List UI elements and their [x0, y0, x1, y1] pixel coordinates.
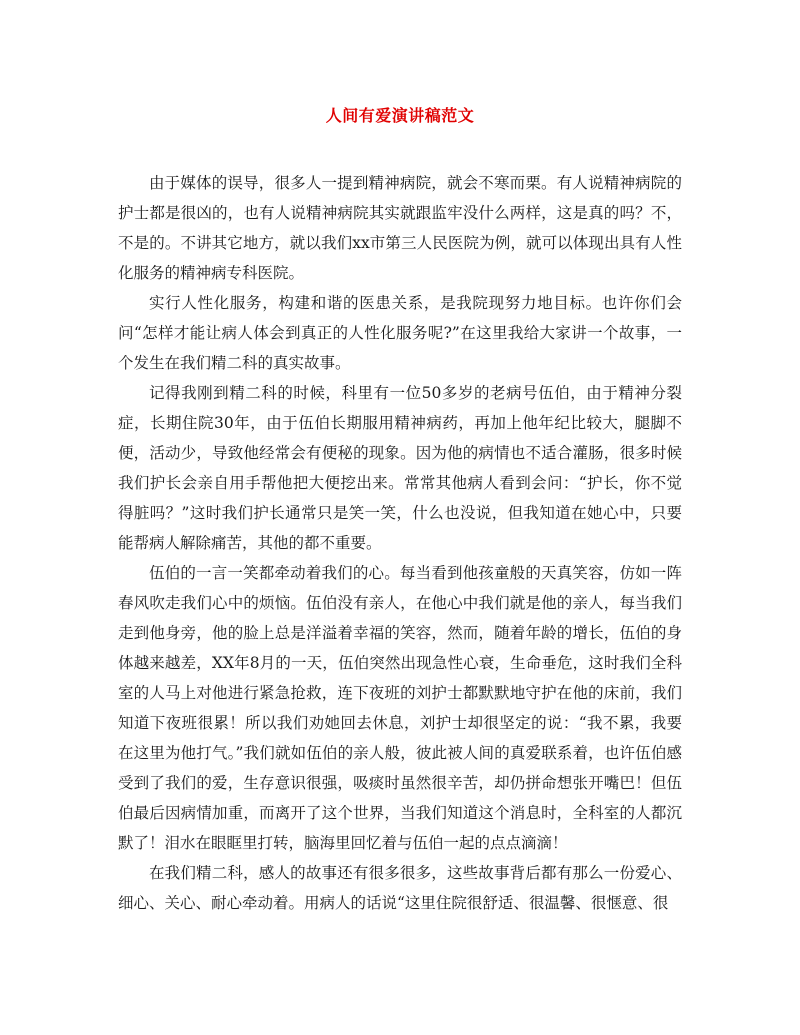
paragraph-4: 伍伯的一言一笑都牵动着我们的心。每当看到他孩童般的天真笑容，仿如一阵春风吹走我们心中的烦恼。伍伯没有亲人，在他心中我们就是他的亲人，每当我们走到他身旁，他的脸上总是洋溢着幸福的笑容，然而，随着年龄的增长，伍伯的身体越来越差，XX年8月的一天，伍伯突然出现急性心衰，生命垂危，这时我们全科室的人马上对他进行紧急抢救，连下夜班的刘护士都默默地守护在他的床前，我们知道下夜班很累！所以我们劝她回去休息，刘护士却很坚定的说：“我不累，我要在这里为他打气。”我们就如伍伯的亲人般，彼此被人间的真爱联系着，也许伍伯感受到了我们的爱，生存意识很强，吸痰时虽然很辛苦，却仍拼命想张开嘴巴！但伍伯最后因病情加重，而离开了这个世界，当我们知道这个消息时，全科室的人都沉默了！泪水在眼眶里打转，脑海里回忆着与伍伯一起的点点滴滴！: [118, 564, 682, 852]
paragraph-3: 记得我刚到精二科的时候，科里有一位50多岁的老病号伍伯，由于精神分裂症，长期住院30年，由于伍伯长期服用精神病药，再加上他年纪比较大，腿脚不便，活动少，导致他经常会有便秘的现象。因为他的病情也不适合灌肠，很多时候我们护长会亲自用手帮他把大便挖出来。常常其他病人看到会问：“护长，你不觉得脏吗？”这时我们护长通常只是笑一笑，什么也没说，但我知道在她心中，只要能帮病人解除痛苦，其他的都不重要。: [118, 384, 682, 552]
page-title: 人间有爱演讲稿范文: [325, 106, 475, 125]
paragraph-5: 在我们精二科，感人的故事还有很多很多，这些故事背后都有那么一份爱心、细心、关心、耐心牵动着。用病人的话说“这里住院很舒适、很温馨、很惬意、很: [118, 864, 682, 912]
document-body: [118, 168, 682, 918]
paragraph-2: 实行人性化服务，构建和谐的医患关系，是我院现努力地目标。也许你们会问“怎样才能让病人体会到真正的人性化服务呢?”在这里我给大家讲一个故事，一个发生在我们精二科的真实故事。: [118, 294, 682, 372]
paragraph-1: 由于媒体的误导，很多人一提到精神病院，就会不寒而栗。有人说精神病院的护士都是很凶的，也有人说精神病院其实就跟监牢没什么两样，这是真的吗？不，不是的。不讲其它地方，就以我们xx市第三人民医院为例，就可以体现出具有人性化服务的精神病专科医院。: [118, 174, 682, 282]
